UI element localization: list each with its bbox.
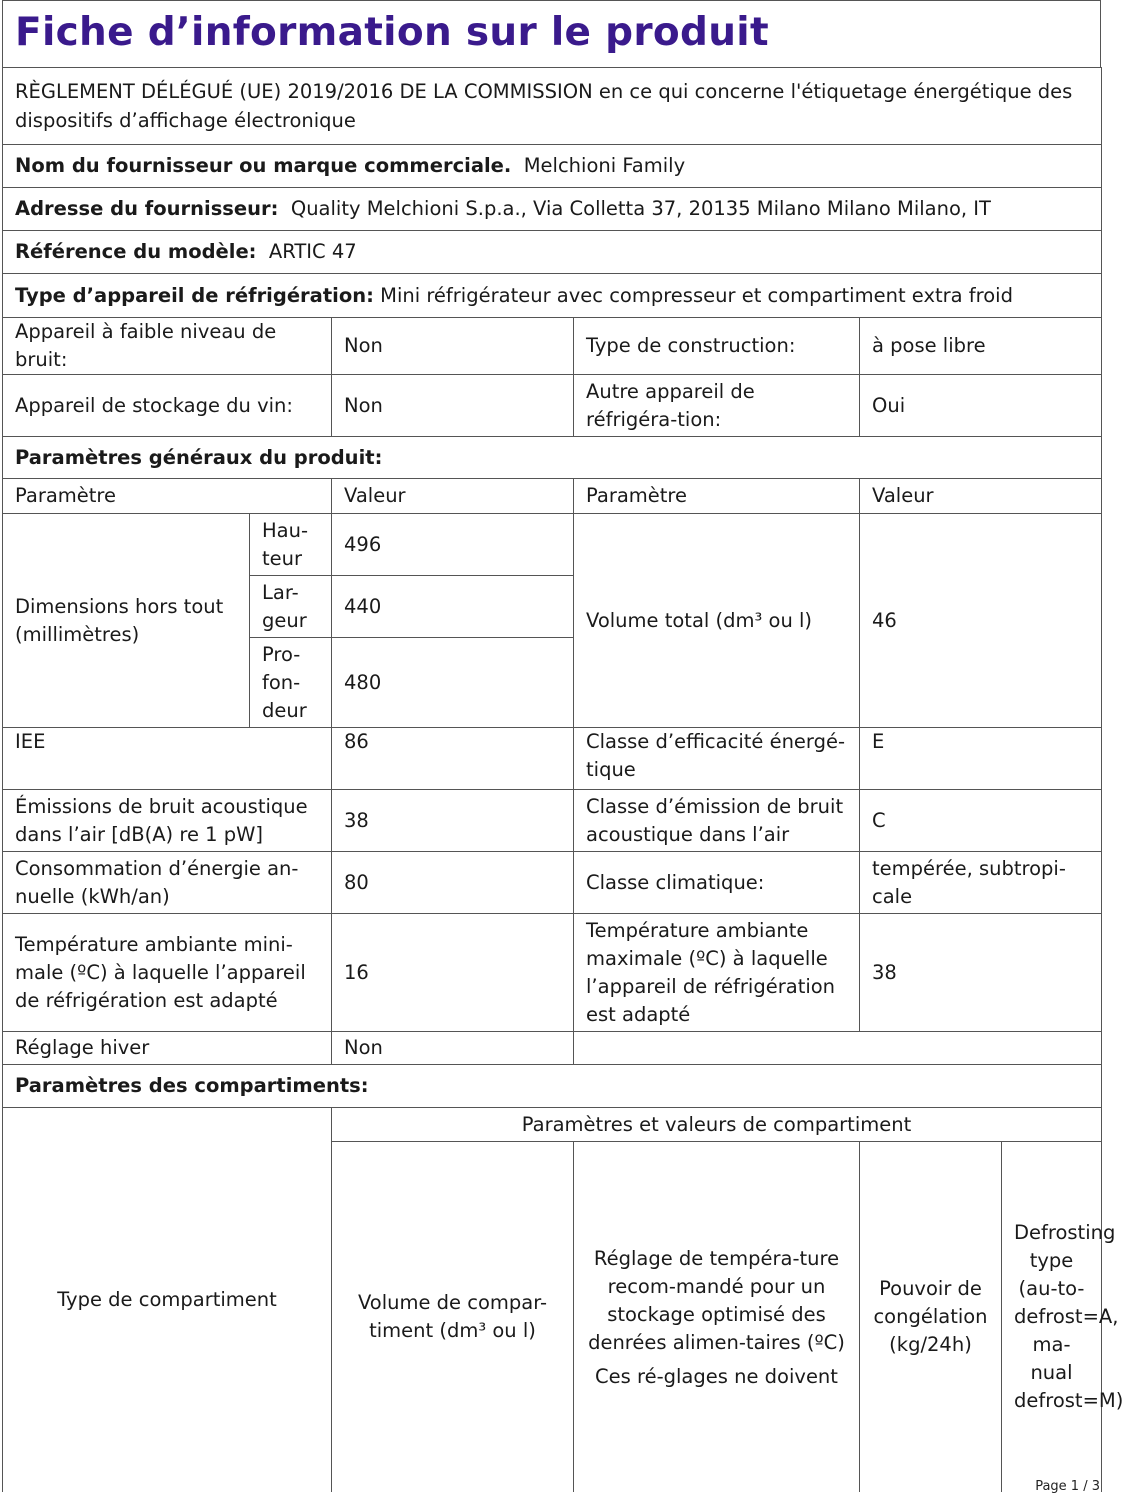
appliance-type-row bbox=[3, 274, 1102, 318]
construction-label: Type de construction: bbox=[574, 318, 860, 375]
general-params-header: Paramètres généraux du produit: bbox=[3, 437, 1102, 479]
compartment-volume-label: Volume de compar-timent (dm³ ou l) bbox=[332, 1142, 574, 1492]
energy-class-label: Classe d’efficacité énergé-tique bbox=[574, 728, 860, 790]
max-temp-label: Température ambiante maximale (ºC) à laquelle l’appareil de réfrigération est adapté bbox=[574, 914, 860, 1032]
address-value: Quality Melchioni S.p.a., Via Colletta 37, 20135 Milano Milano Milano, IT bbox=[290, 197, 991, 220]
winter-setting-label: Réglage hiver bbox=[3, 1032, 332, 1065]
supplier-value: Melchioni Family bbox=[523, 154, 686, 177]
noise-emissions-label: Émissions de bruit acoustique dans l’air [dB(A) re 1 pW] bbox=[3, 790, 332, 852]
width-value: 440 bbox=[332, 576, 574, 638]
col-value-right: Valeur bbox=[860, 479, 1102, 514]
temp-setting-cell bbox=[574, 1142, 860, 1492]
product-info-table bbox=[2, 67, 1123, 1492]
product-information-sheet bbox=[2, 0, 1123, 1492]
other-appliance-value: Oui bbox=[860, 375, 1102, 437]
defrost-type-label: Defrosting type (au-to-defrost=A, ma-nual defrost=M) bbox=[1002, 1142, 1102, 1492]
height-value: 496 bbox=[332, 514, 574, 576]
supplier-row bbox=[3, 145, 1102, 188]
climate-class-label: Classe climatique: bbox=[574, 852, 860, 914]
depth-label: Pro-fon-deur bbox=[250, 638, 332, 728]
appliance-type-value: Mini réfrigérateur avec compresseur et compartiment extra froid bbox=[380, 283, 1013, 307]
model-value: ARTIC 47 bbox=[268, 240, 357, 263]
climate-class-value: tempérée, subtropi-cale bbox=[860, 852, 1102, 914]
construction-value: à pose libre bbox=[860, 318, 1102, 375]
compartment-type-label: Type de compartiment bbox=[3, 1108, 332, 1492]
eei-value: 86 bbox=[332, 728, 574, 790]
address-row bbox=[3, 188, 1102, 231]
total-volume-label: Volume total (dm³ ou l) bbox=[574, 514, 860, 728]
compartment-group-header: Paramètres et valeurs de compartiment bbox=[332, 1108, 1102, 1142]
freezing-capacity-label: Pouvoir de congélation (kg/24h) bbox=[860, 1142, 1002, 1492]
depth-value: 480 bbox=[332, 638, 574, 728]
low-noise-label: Appareil à faible niveau de bruit: bbox=[3, 318, 332, 375]
temp-setting-label: Réglage de tempéra-ture recom-mandé pour un stockage optimisé des denrées alimen-taires (ºC) bbox=[588, 1246, 845, 1354]
energy-consumption-value: 80 bbox=[332, 852, 574, 914]
page-number: Page 1 / 3 bbox=[1035, 1479, 1100, 1494]
page-title: Fiche d’information sur le produit bbox=[2, 0, 1101, 67]
width-label: Lar-geur bbox=[250, 576, 332, 638]
height-label: Hau-teur bbox=[250, 514, 332, 576]
col-value-left: Valeur bbox=[332, 479, 574, 514]
col-param-right: Paramètre bbox=[574, 479, 860, 514]
noise-class-value: C bbox=[860, 790, 1102, 852]
total-volume-value: 46 bbox=[860, 514, 1102, 728]
energy-class-value: E bbox=[860, 728, 1102, 790]
max-temp-value: 38 bbox=[860, 914, 1102, 1032]
address-label: Adresse du fournisseur: bbox=[15, 197, 279, 220]
dimensions-label: Dimensions hors tout (millimètres) bbox=[3, 514, 250, 728]
regulation-text: RÈGLEMENT DÉLÉGUÉ (UE) 2019/2016 DE LA COMMISSION en ce qui concerne l'étiquetage énergétique des dispositifs d’affichage électronique bbox=[3, 68, 1102, 145]
noise-emissions-value: 38 bbox=[332, 790, 574, 852]
model-label: Référence du modèle: bbox=[15, 240, 257, 263]
col-param-left: Paramètre bbox=[3, 479, 332, 514]
low-noise-value: Non bbox=[332, 318, 574, 375]
winter-setting-value: Non bbox=[332, 1032, 574, 1065]
supplier-label: Nom du fournisseur ou marque commerciale. bbox=[15, 154, 512, 177]
wine-storage-label: Appareil de stockage du vin: bbox=[3, 375, 332, 437]
model-row bbox=[3, 231, 1102, 274]
energy-consumption-label: Consommation d’énergie an-nuelle (kWh/an) bbox=[3, 852, 332, 914]
noise-class-label: Classe d’émission de bruit acoustique dans l’air bbox=[574, 790, 860, 852]
min-temp-value: 16 bbox=[332, 914, 574, 1032]
winter-setting-empty bbox=[574, 1032, 1102, 1065]
temp-setting-note: Ces ré-glages ne doivent bbox=[595, 1364, 838, 1388]
min-temp-label: Température ambiante mini-male (ºC) à laquelle l’appareil de réfrigération est adapté bbox=[3, 914, 332, 1032]
compartment-params-header: Paramètres des compartiments: bbox=[3, 1065, 1102, 1108]
other-appliance-label: Autre appareil de réfrigéra-tion: bbox=[574, 375, 860, 437]
eei-label: IEE bbox=[3, 728, 332, 790]
appliance-type-label: Type d’appareil de réfrigération: bbox=[15, 283, 374, 307]
wine-storage-value: Non bbox=[332, 375, 574, 437]
